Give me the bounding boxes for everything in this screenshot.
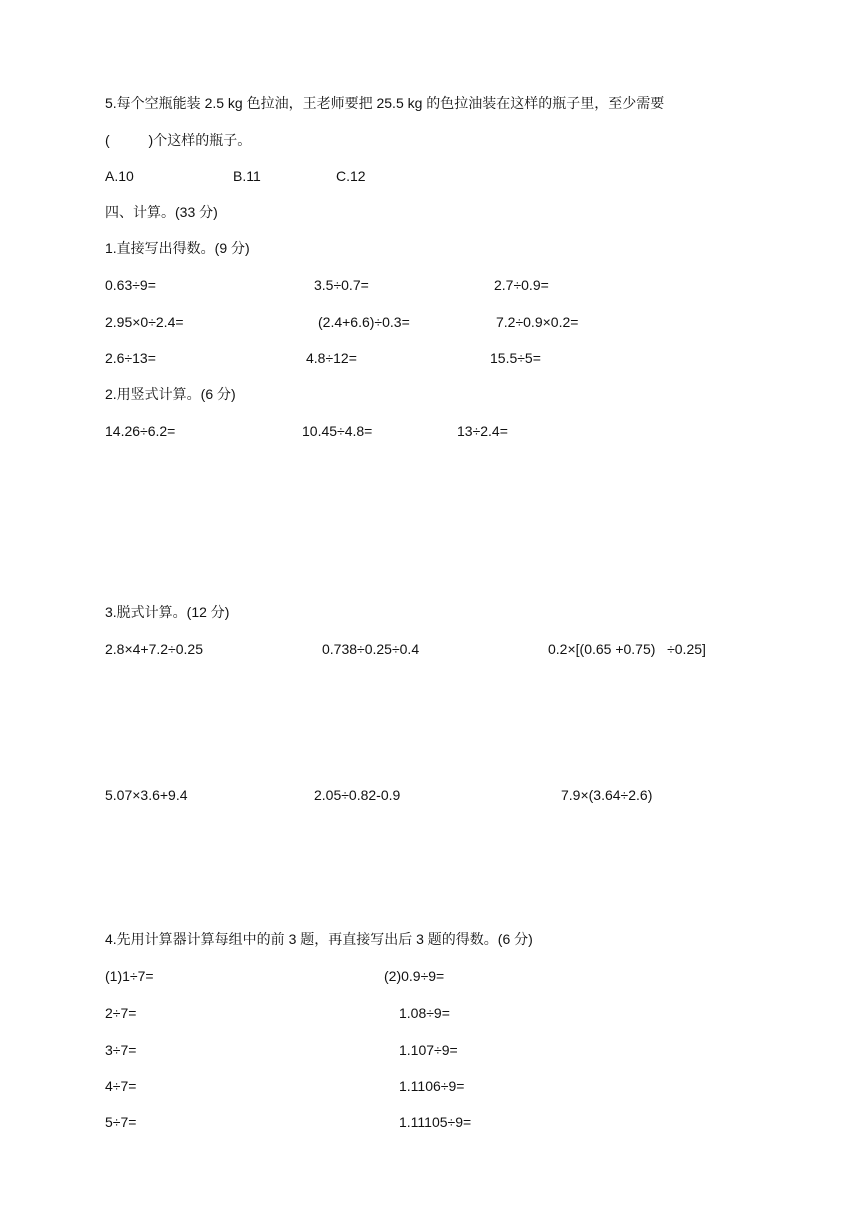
oral-calc-item: 3.5÷0.7=	[314, 277, 369, 293]
part-2-title: 2.用竖式计算。(6 分)	[105, 386, 236, 402]
step-calc-item: 2.05÷0.82-0.9	[314, 787, 401, 803]
vertical-calc-item: 14.26÷6.2=	[105, 423, 176, 439]
step-calc-item: 0.738÷0.25÷0.4	[322, 641, 420, 657]
oral-calc-item: 4.8÷12=	[306, 350, 357, 366]
step-calc-item: 2.8×4+7.2÷0.25	[105, 641, 203, 657]
option-c: C.12	[336, 168, 366, 184]
vertical-calc-item: 10.45÷4.8=	[302, 423, 373, 439]
calculator-left-item: (1)1÷7=	[105, 968, 154, 984]
step-calc-item: 5.07×3.6+9.4	[105, 787, 188, 803]
calculator-right-item: 1.11105÷9=	[399, 1114, 472, 1130]
calculator-left-item: 2÷7=	[105, 1005, 137, 1021]
question-5-line-1: 5.每个空瓶能装 2.5 kg 色拉油，王老师要把 25.5 kg 的色拉油装在这样的瓶子里，至少需要	[105, 95, 665, 111]
oral-calc-item: 2.6÷13=	[105, 350, 156, 366]
calculator-left-item: 4÷7=	[105, 1078, 137, 1094]
oral-calc-item: 0.63÷9=	[105, 277, 156, 293]
question-5-line-2: ( )个这样的瓶子。	[105, 132, 252, 148]
option-b: B.11	[233, 168, 261, 184]
part-1-title: 1.直接写出得数。(9 分)	[105, 240, 250, 256]
step-calc-item: 7.9×(3.64÷2.6)	[561, 787, 653, 803]
section-4-title: 四、计算。(33 分)	[105, 204, 218, 220]
calculator-right-item: 1.08÷9=	[399, 1005, 450, 1021]
oral-calc-item: 2.7÷0.9=	[494, 277, 549, 293]
oral-calc-item: 2.95×0÷2.4=	[105, 314, 184, 330]
part-3-title: 3.脱式计算。(12 分)	[105, 604, 230, 620]
calculator-right-item: 1.1106÷9=	[399, 1078, 465, 1094]
calculator-left-item: 5÷7=	[105, 1114, 137, 1130]
oral-calc-item: (2.4+6.6)÷0.3=	[318, 314, 410, 330]
oral-calc-item: 7.2÷0.9×0.2=	[496, 314, 579, 330]
vertical-calc-item: 13÷2.4=	[457, 423, 508, 439]
option-a: A.10	[105, 168, 134, 184]
step-calc-item: 0.2×[(0.65 +0.75) ÷0.25]	[548, 641, 706, 657]
calculator-left-item: 3÷7=	[105, 1042, 137, 1058]
calculator-right-item: (2)0.9÷9=	[384, 968, 445, 984]
part-4-title: 4.先用计算器计算每组中的前 3 题，再直接写出后 3 题的得数。(6 分)	[105, 931, 533, 947]
calculator-right-item: 1.107÷9=	[399, 1042, 458, 1058]
oral-calc-item: 15.5÷5=	[490, 350, 541, 366]
